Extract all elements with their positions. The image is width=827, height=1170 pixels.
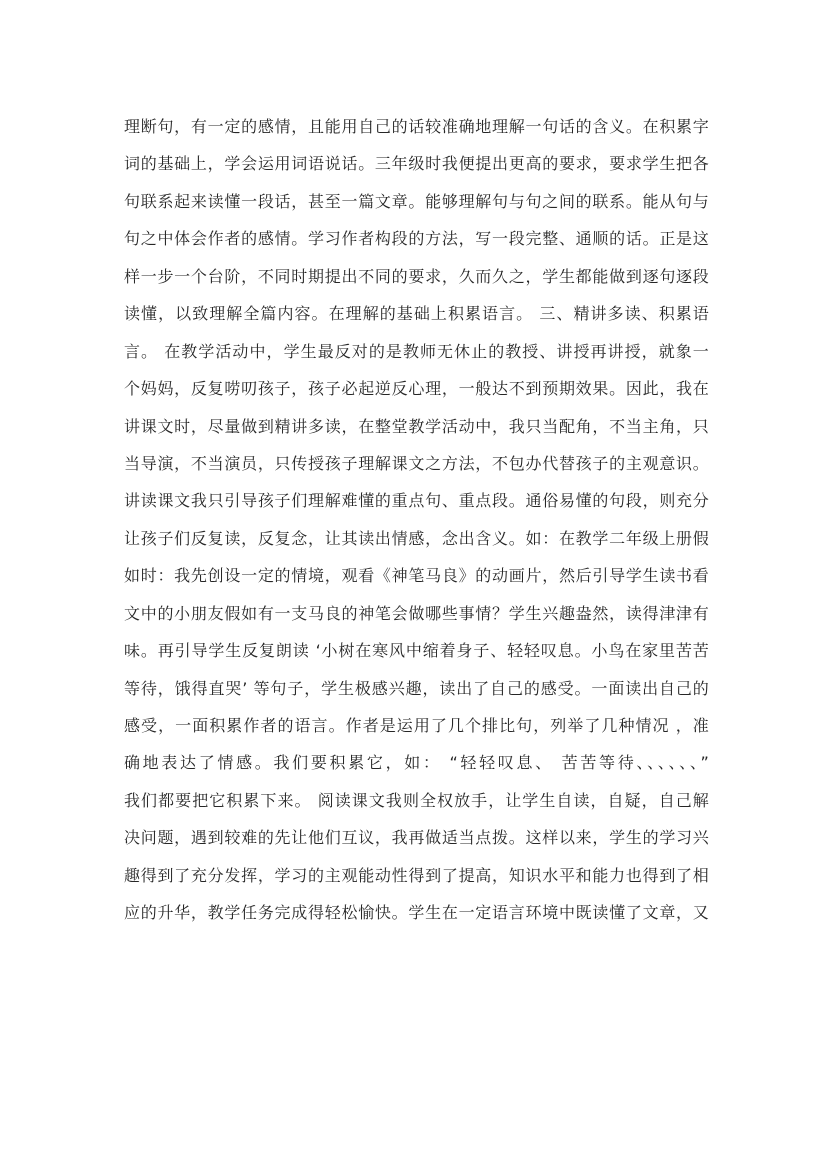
text-line: 言。 在教学活动中，学生最反对的是教师无休止的教授、讲授再讲授，就象一 [124, 341, 709, 361]
text-line: 个妈妈，反复唠叨孩子，孩子必起逆反心理，一般达不到预期效果。因此，我在 [124, 379, 709, 399]
text-line: 应的升华，教学任务完成得轻松愉快。学生在一定语言环境中既读懂了文章，又 [124, 903, 709, 923]
text-line: 味。再引导学生反复朗读 ‘小树在寒风中缩着身子、轻轻叹息。小鸟在家里苦苦 [124, 641, 709, 661]
text-line: 讲课文时，尽量做到精讲多读，在整堂教学活动中，我只当配角，不当主角，只 [124, 416, 709, 436]
text-line: 我们都要把它积累下来。 阅读课文我则全权放手，让学生自读，自疑，自己解 [124, 790, 709, 810]
text-line: 词的基础上，学会运用词语说话。三年级时我便提出更高的要求，要求学生把各 [124, 154, 709, 174]
text-line: 句联系起来读懂一段话，甚至一篇文章。能够理解句与句之间的联系。能从句与 [124, 191, 709, 211]
text-line: 讲读课文我只引导孩子们理解难懂的重点句、重点段。通俗易懂的句段，则充分 [124, 491, 709, 511]
text-line: 读懂，以致理解全篇内容。在理解的基础上积累语言。 三、精讲多读、积累语 [124, 304, 709, 324]
text-line: 趣得到了充分发挥，学习的主观能动性得到了提高，知识水平和能力也得到了相 [124, 865, 709, 885]
text-line: 文中的小朋友假如有一支马良的神笔会做哪些事情？学生兴趣盎然，读得津津有 [124, 603, 709, 623]
text-line: 理断句，有一定的感情，且能用自己的话较准确地理解一句话的含义。在积累字 [124, 117, 709, 136]
text-line: 确地表达了情感。我们要积累它，如： “轻轻叹息、 苦苦等待、、、、、、” [124, 753, 709, 773]
text-line: 如时：我先创设一定的情境，观看《神笔马良》的动画片，然后引导学生读书看 [124, 566, 709, 586]
text-line: 感受，一面积累作者的语言。作者是运用了几个排比句，列举了几种情况 ，准 [124, 716, 709, 735]
text-line: 当导演，不当演员，只传授孩子理解课文之方法，不包办代替孩子的主观意识。 [124, 453, 709, 473]
text-line: 让孩子们反复读，反复念，让其读出情感，念出含义。如：在教学二年级上册假 [124, 528, 709, 548]
text-line: 样一步一个台阶，不同时期提出不同的要求，久而久之，学生都能做到逐句逐段 [124, 266, 709, 286]
document-body [124, 108, 709, 932]
text-line: 决问题，遇到较难的先让他们互议，我再做适当点拨。这样以来，学生的学习兴 [124, 828, 709, 848]
text-line: 等待，饿得直哭’ 等句子，学生极感兴趣，读出了自己的感受。一面读出自己的 [124, 678, 709, 698]
text-line: 句之中体会作者的感情。学习作者构段的方法，写一段完整、通顺的话。正是这 [124, 229, 709, 249]
